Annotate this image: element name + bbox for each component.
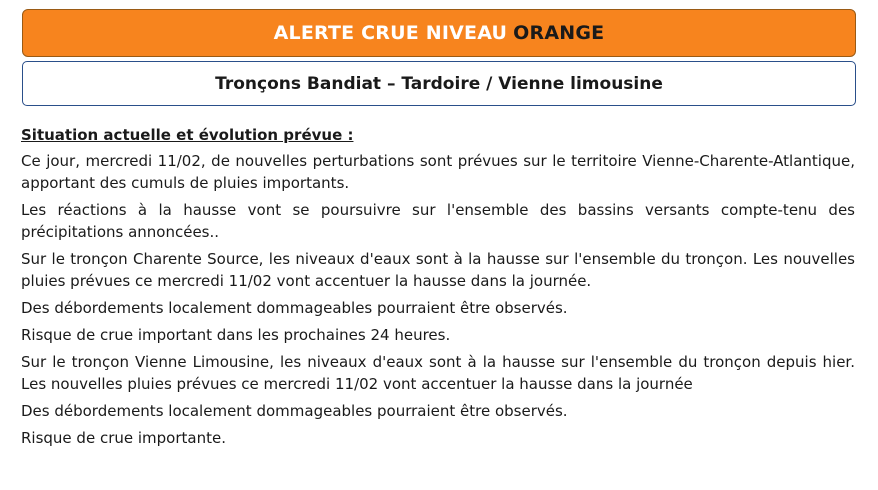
situation-heading: Situation actuelle et évolution prévue : [21,126,354,144]
alert-banner [22,9,856,57]
situation-paragraph: Risque de crue important dans les prochaines 24 heures. [21,326,451,344]
situation-paragraph: Ce jour, mercredi 11/02, de nouvelles perturbations sont prévues sur le territoire Vienne-Charente-Atlantique, apportant des cumuls de pluies importants. [21,152,855,192]
alert-banner-prefix: ALERTE CRUE NIVEAU [273,22,508,44]
section-title: Tronçons Bandiat – Tardoire / Vienne limousine [215,73,663,94]
section-title-box [22,61,856,106]
situation-paragraph: Risque de crue importante. [21,429,226,447]
situation-paragraph: Des débordements localement dommageables pourraient être observés. [21,299,568,317]
situation-paragraph: Les réactions à la hausse vont se poursuivre sur l'ensemble des bassins versants compte-tenu des précipitations annoncées.. [21,201,855,241]
situation-content [21,124,855,454]
situation-paragraph: Sur le tronçon Charente Source, les niveaux d'eaux sont à la hausse sur l'ensemble du tronçon. Les nouvelles pluies prévues ce mercredi 11/02 vont accentuer la hausse dans la journée. [21,250,855,290]
alert-level-label: ORANGE [513,22,605,44]
situation-paragraph: Des débordements localement dommageables pourraient être observés. [21,402,568,420]
situation-paragraph: Sur le tronçon Vienne Limousine, les niveaux d'eaux sont à la hausse sur l'ensemble du tronçon depuis hier. Les nouvelles pluies prévues ce mercredi 11/02 vont accentuer la hausse dans la journée [21,353,855,393]
